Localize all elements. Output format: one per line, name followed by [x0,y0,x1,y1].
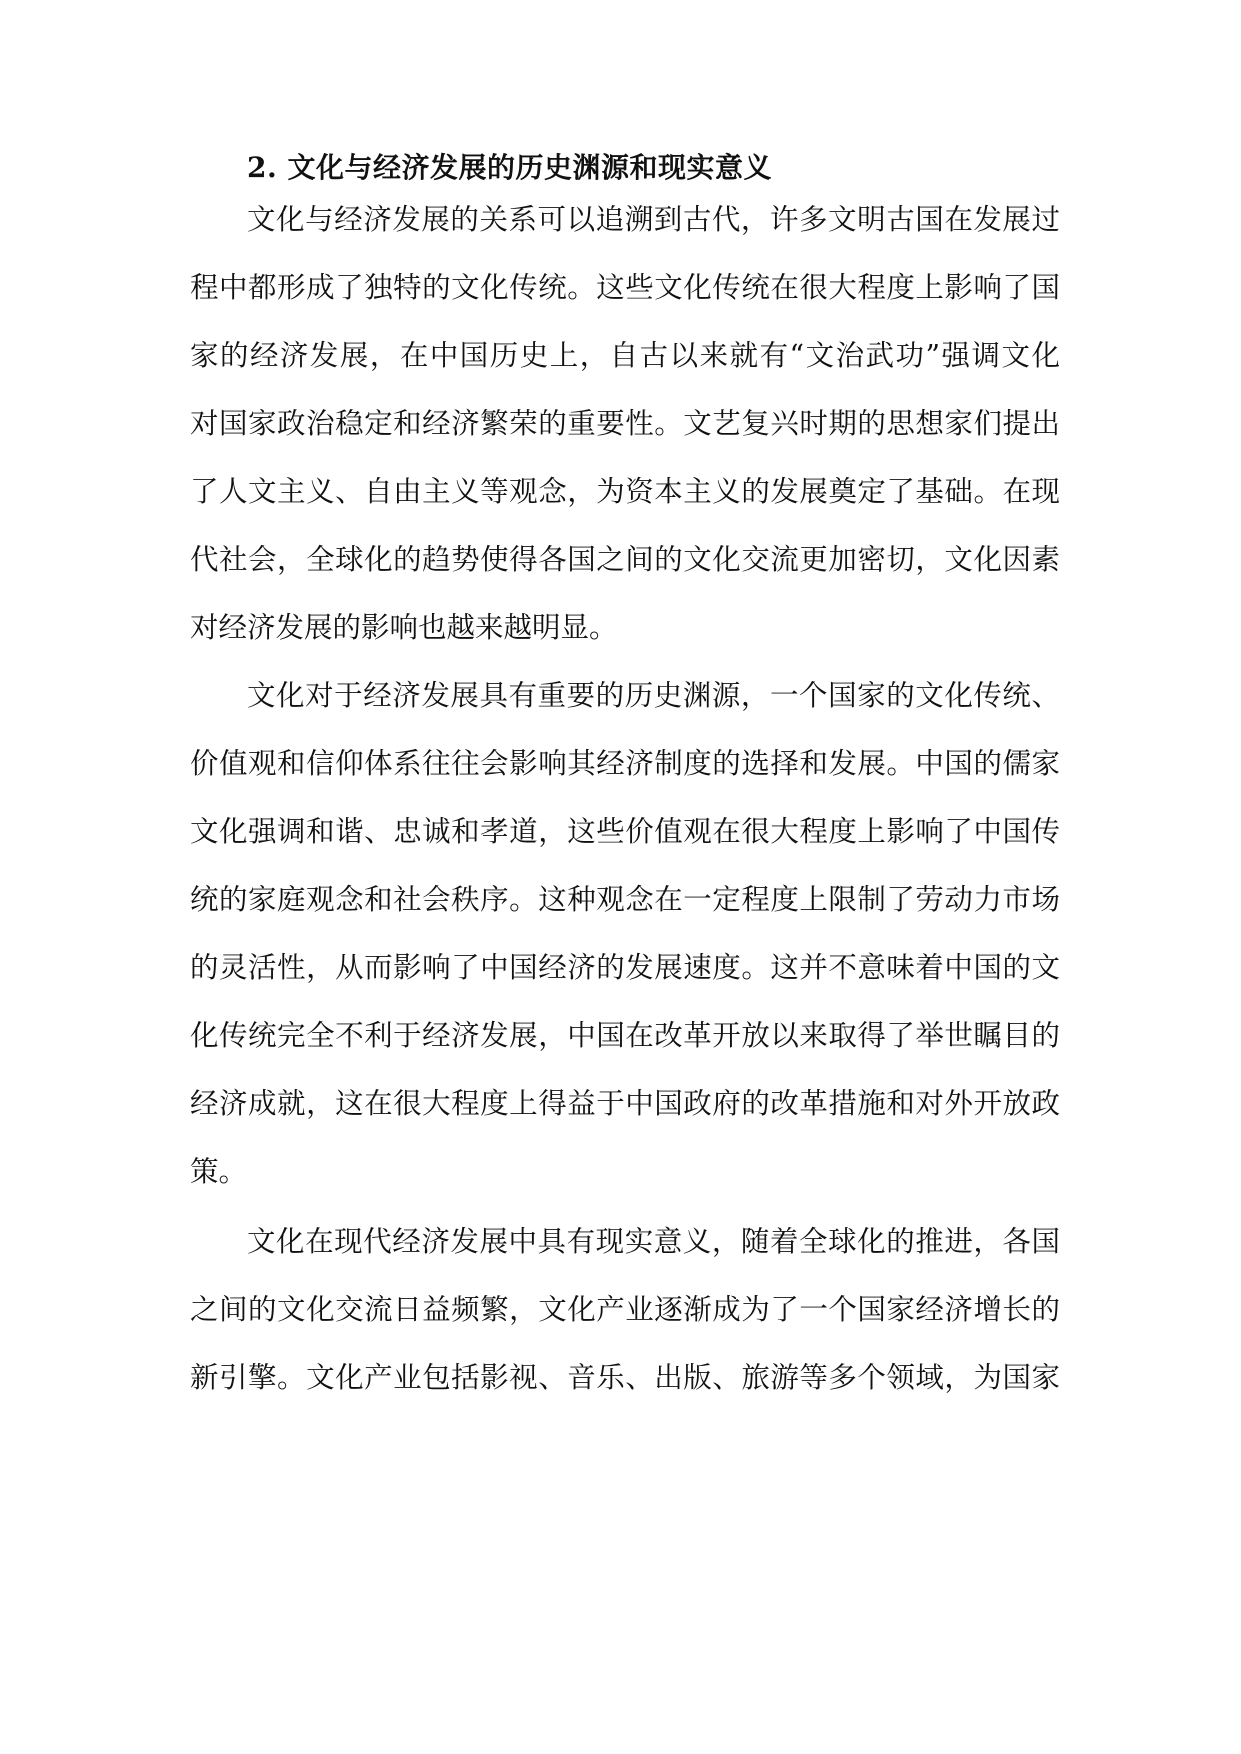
paragraph-2-line: 价值观和信仰体系往往会影响其经济制度的选择和发展。中国的儒家 [190,747,1060,780]
paragraph-1-line: 了人文主义、自由主义等观念，为资本主义的发展奠定了基础。在现 [190,475,1060,508]
paragraph-2-line: 经济成就，这在很大程度上得益于中国政府的改革措施和对外开放政 [190,1087,1060,1120]
paragraph-2-line: 文化对于经济发展具有重要的历史渊源，一个国家的文化传统、 [247,679,1060,712]
paragraph-3-line: 新引擎。文化产业包括影视、音乐、出版、旅游等多个领域，为国家 [190,1361,1060,1394]
paragraph-2-line: 统的家庭观念和社会秩序。这种观念在一定程度上限制了劳动力市场 [190,883,1060,916]
paragraph-1-line: 程中都形成了独特的文化传统。这些文化传统在很大程度上影响了国 [190,271,1060,304]
paragraph-1-line: 文化与经济发展的关系可以追溯到古代，许多文明古国在发展过 [247,203,1060,236]
paragraph-1-line: 对经济发展的影响也越来越明显。 [190,611,618,644]
paragraph-1-line: 对国家政治稳定和经济繁荣的重要性。文艺复兴时期的思想家们提出 [190,407,1060,440]
paragraph-3-line: 之间的文化交流日益频繁，文化产业逐渐成为了一个国家经济增长的 [190,1293,1060,1326]
paragraph-3-line: 文化在现代经济发展中具有现实意义，随着全球化的推进，各国 [247,1225,1060,1258]
paragraph-1-line: 家的经济发展，在中国历史上，自古以来就有“文治武功”强调文化 [190,339,1060,372]
paragraph-2-line: 化传统完全不利于经济发展，中国在改革开放以来取得了举世瞩目的 [190,1019,1060,1052]
paragraph-2-line: 的灵活性，从而影响了中国经济的发展速度。这并不意味着中国的文 [190,951,1060,984]
paragraph-2-line: 策。 [190,1155,248,1188]
section-heading: 2. 文化与经济发展的历史渊源和现实意义 [247,151,772,184]
paragraph-2-line: 文化强调和谐、忠诚和孝道，这些价值观在很大程度上影响了中国传 [190,815,1060,848]
paragraph-1-line: 代社会，全球化的趋势使得各国之间的文化交流更加密切，文化因素 [190,543,1060,576]
